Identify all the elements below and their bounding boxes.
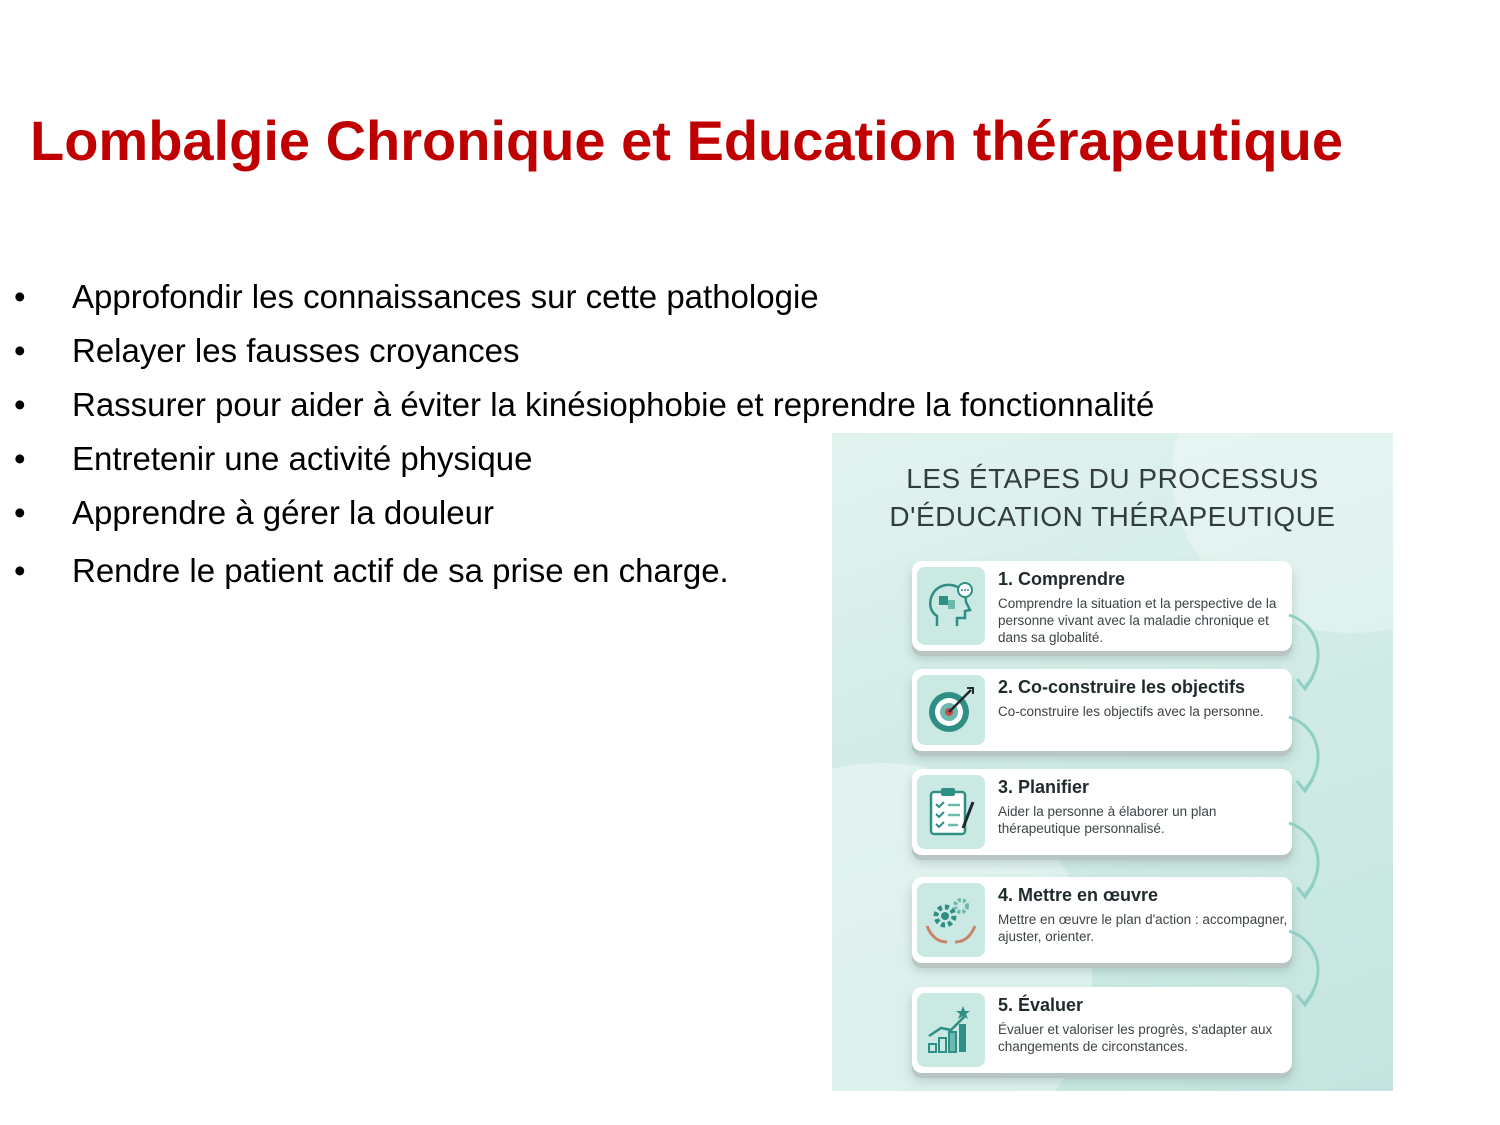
therapeutic-education-infographic [832, 433, 1393, 1091]
bullet-marker: • [14, 440, 26, 477]
slide-title: Lombalgie Chronique et Education thérapeutique [30, 109, 1343, 172]
bullet-marker: • [14, 332, 26, 369]
list-item-text: Rassurer pour aider à éviter la kinésiophobie et reprendre la fonctionnalité [72, 386, 1155, 423]
step-description: Co-construire les objectifs avec la personne. [998, 704, 1264, 719]
step-icon-box [917, 775, 985, 849]
step-title: 1. Comprendre [998, 569, 1126, 589]
step-card-mettre-en-oeuvre [912, 877, 1292, 963]
step-icon-box [917, 675, 985, 745]
step-description: Aider la personne à élaborer un plan thérapeutique personnalisé. [998, 804, 1217, 836]
step-card-evaluer [912, 987, 1292, 1073]
step-card-comprendre [912, 561, 1292, 651]
head-puzzle-icon [923, 578, 979, 634]
curved-arrow-icon [1287, 927, 1337, 1011]
bullet-marker: • [14, 278, 26, 315]
step-title: 3. Planifier [998, 777, 1090, 797]
step-title: 5. Évaluer [998, 995, 1084, 1015]
step-description: Évaluer et valoriser les progrès, s'adapter aux changements de circonstances. [998, 1022, 1273, 1054]
list-item-text: Apprendre à gérer la douleur [72, 494, 494, 531]
step-icon-box [917, 993, 985, 1067]
step-icon-box [917, 567, 985, 645]
list-item-text: Approfondir les connaissances sur cette pathologie [72, 278, 819, 315]
infographic-title-line2: D'ÉDUCATION THÉRAPEUTIQUE [889, 501, 1336, 532]
bullet-marker: • [14, 552, 26, 589]
growth-chart-icon [923, 1002, 979, 1058]
list-item-text: Relayer les fausses croyances [72, 332, 520, 369]
curved-arrow-icon [1287, 713, 1337, 797]
step-icon-box [917, 883, 985, 957]
clipboard-icon [923, 784, 979, 840]
step-card-planifier [912, 769, 1292, 855]
curved-arrow-icon [1287, 611, 1337, 695]
step-title: 4. Mettre en œuvre [998, 885, 1159, 905]
step-title: 2. Co-construire les objectifs [998, 677, 1246, 697]
gears-hands-icon [923, 892, 979, 948]
curved-arrow-icon [1287, 819, 1337, 903]
step-description: Comprendre la situation et la perspective de la personne vivant avec la maladie chronique et dans sa globalité. [998, 596, 1277, 645]
step-description: Mettre en œuvre le plan d'action : accompagner, ajuster, orienter. [998, 912, 1288, 944]
list-item-text: Rendre le patient actif de sa prise en charge. [72, 552, 729, 589]
target-icon [923, 682, 979, 738]
infographic-title-line1: LES ÉTAPES DU PROCESSUS [906, 463, 1319, 494]
bullet-marker: • [14, 386, 26, 423]
list-item-text: Entretenir une activité physique [72, 440, 533, 477]
bullet-marker: • [14, 494, 26, 531]
step-card-co-construire [912, 669, 1292, 751]
